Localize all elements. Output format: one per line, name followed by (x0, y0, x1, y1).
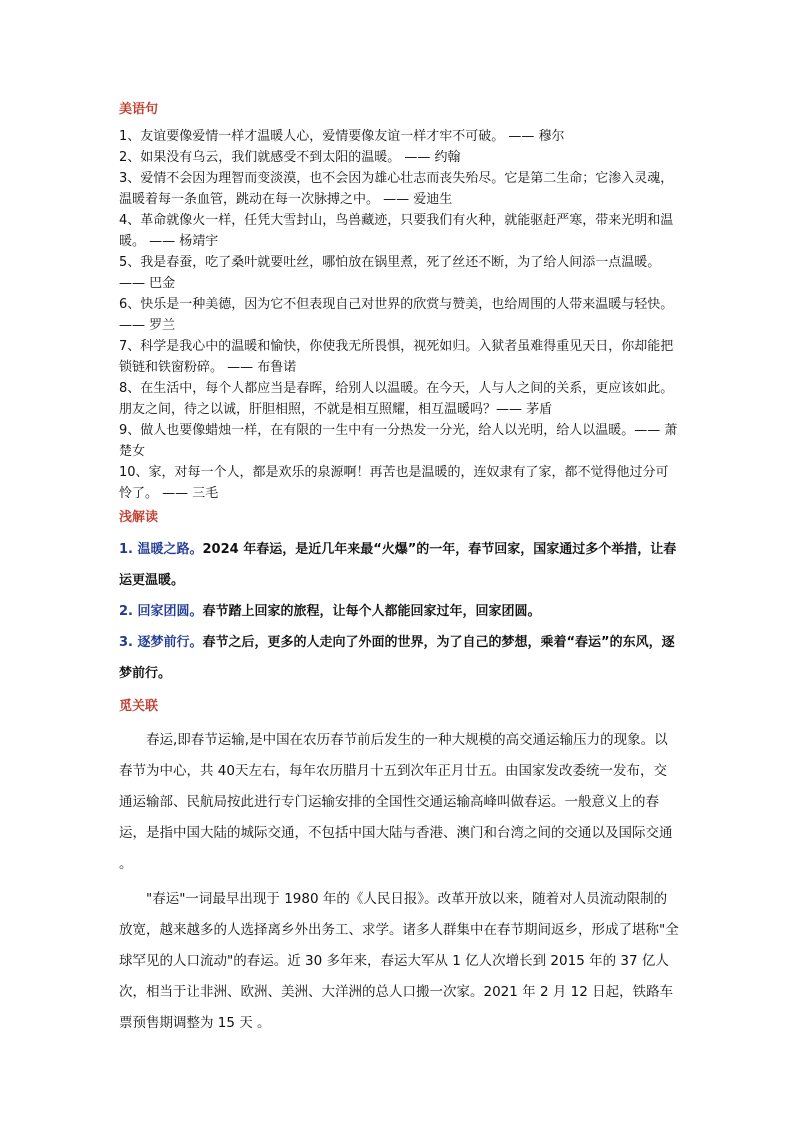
related-section-title: 觅关联 (119, 699, 159, 714)
interpretation-keyword: 3. 逐梦前行。 (119, 635, 203, 650)
quotes-list (119, 126, 679, 504)
quote-item: 2、如果没有乌云，我们就感受不到太阳的温暖。 —— 约翰 (119, 150, 461, 165)
quotes-section-title: 美语句 (119, 102, 159, 117)
interpretation-item (119, 534, 679, 596)
related-paragraph: "春运"一词最早出现于 1980 年的《人民日报》。改革开放以来，随着对人员流动限制的放宽，越来越多的人选择离乡外出务工、求学。诸多人群集中在春节期间返乡，形成了堪称"全球罕见的人口流动"的春运。近 30 多年来，春运大军从 1 亿人次增长到 2015 年的 37 亿人次，相当于让非洲、欧洲、美洲、大洋洲的总人口搬一次家。2021 年 2 月 12 日起，铁路车票预售期调整为 15 天 。 (119, 891, 679, 1031)
document-page (119, 100, 679, 1039)
interpret-section-title: 浅解读 (119, 510, 159, 525)
interpretation-text: 2024 年春运，是近几年来最“火爆”的一年，春节回家，国家通过多个举措，让春运更温暖。 (119, 542, 677, 588)
interpretation-text: 春节踏上回家的旅程，让每个人都能回家过年，回家团圆。 (202, 604, 541, 619)
quote-item: 1、友谊要像爱情一样才温暖人心，爱情要像友谊一样才牢不可破。 —— 穆尔 (119, 129, 565, 144)
quote-item: 10、家，对每一个人，都是欢乐的泉源啊！再苦也是温暖的，连奴隶有了家，都不觉得他过分可怜了。 —— 三毛 (119, 465, 669, 501)
quote-item: 6、快乐是一种美德，因为它不但表现自己对世界的欣赏与赞美，也给周围的人带来温暖与轻快。 —— 罗兰 (119, 297, 674, 333)
quote-item: 3、爱情不会因为理智而变淡漠，也不会因为雄心壮志而丧失殆尽。它是第二生命；它渗入灵魂，温暖着每一条血管，跳动在每一次脉搏之中。 —— 爱迪生 (119, 171, 674, 207)
quote-item: 5、我是春蚕，吃了桑叶就要吐丝，哪怕放在锅里煮，死了丝还不断，为了给人间添一点温暖。 —— 巴金 (119, 255, 661, 291)
quote-item: 9、做人也要像蜡烛一样，在有限的一生中有一分热发一分光，给人以光明，给人以温暖。—— 萧楚女 (119, 423, 678, 459)
interpretation-text: 春节之后，更多的人走向了外面的世界，为了自己的梦想，乘着“春运”的东风，逐梦前行。 (119, 635, 675, 681)
interpretation-keyword: 2. 回家团圆。 (119, 604, 203, 619)
quote-item: 4、革命就像火一样，任凭大雪封山，鸟兽藏迹，只要我们有火种，就能驱赶严寒，带来光明和温暖。 —— 杨靖宇 (119, 213, 674, 249)
interpretation-item (119, 627, 679, 689)
quote-item: 7、科学是我心中的温暖和愉快，你使我无所畏惧，视死如归。入狱者虽难得重见天日，你却能把锁链和铁窗粉碎。 —— 布鲁诺 (119, 339, 674, 375)
interpretation-list (119, 534, 679, 689)
related-paragraph: 春运,即春节运输,是中国在农历春节前后发生的一种大规模的高交通运输压力的现象。以春节为中心，共 40天左右，每年农历腊月十五到次年正月廿五。由国家发改委统一发布，交通运输部、民航局按此进行专门运输安排的全国性交通运输高峰叫做春运。一般意义上的春运，是指中国大陆的城际交通，不包括中国大陆与香港、澳门和台湾之间的交通以及国际交通 。 (119, 732, 673, 872)
interpretation-keyword: 1. 温暖之路。 (119, 542, 203, 557)
interpretation-item (119, 596, 679, 627)
quote-item: 8、在生活中，每个人都应当是春晖，给别人以温暖。在今天，人与人之间的关系，更应该如此。朋友之间，待之以诚，肝胆相照，不就是相互照耀，相互温暖吗？—— 茅盾 (119, 381, 674, 417)
